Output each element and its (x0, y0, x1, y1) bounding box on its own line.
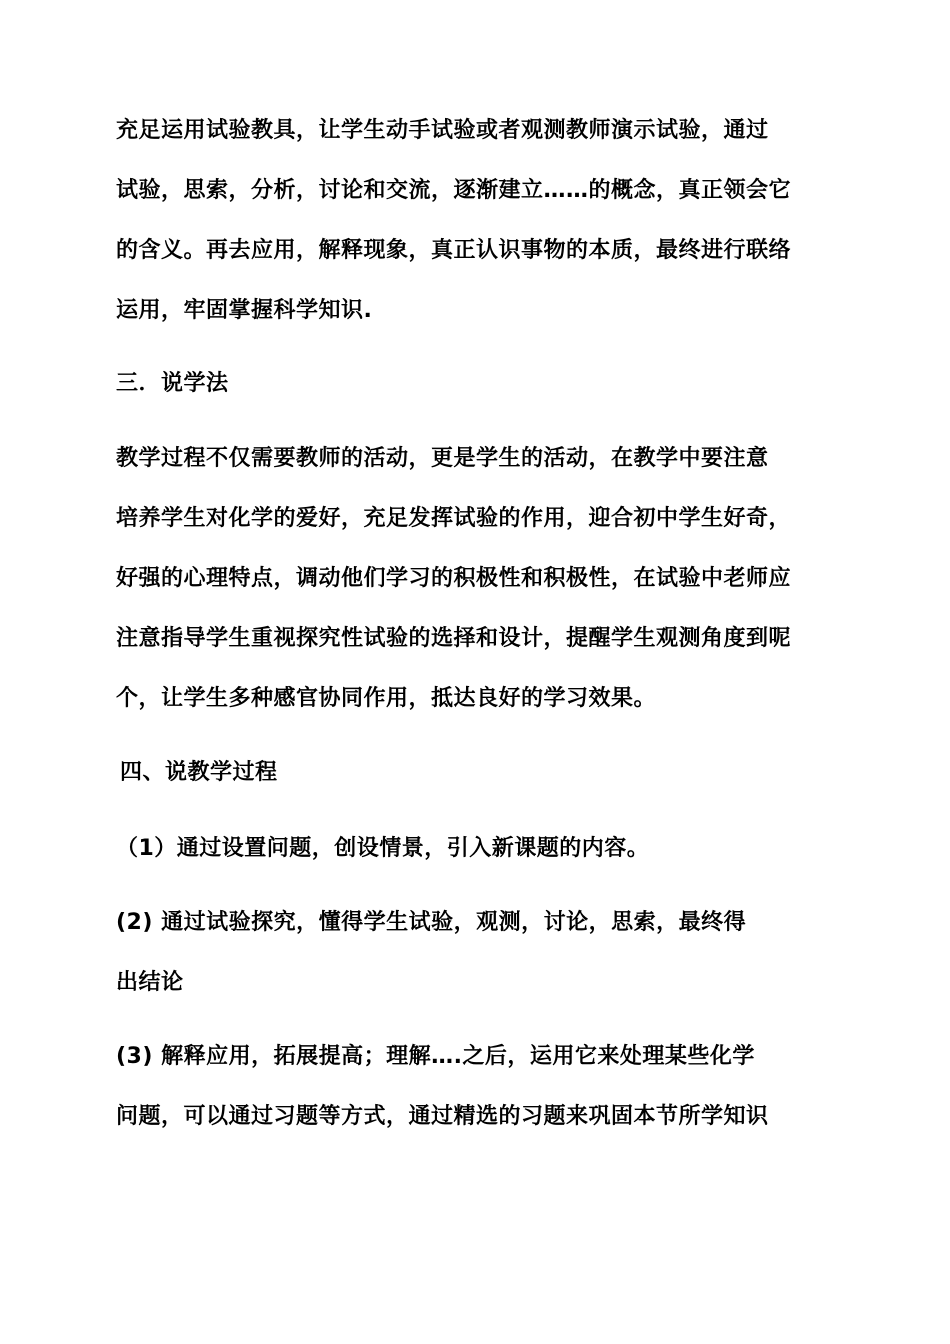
paragraph-2-line-4: 注意指导学生重视探究性试验的选择和设计，提醒学生观测角度到呢 (116, 626, 792, 651)
step-2-line-2: 出结论 (116, 970, 184, 995)
paragraph-1-line-2: 试验，思索，分析，讨论和交流，逐渐建立……的概念，真正领会它 (116, 178, 792, 203)
step-3-line-2: 问题，可以通过习题等方式，通过精选的习题来巩固本节所学知识 (116, 1104, 769, 1129)
paragraph-1-line-1: 充足运用试验教具，让学生动手试验或者观测教师演示试验，通过 (116, 118, 769, 143)
paragraph-2-line-5: 个，让学生多种感官协同作用，抵达良好的学习效果。 (116, 686, 657, 711)
step-3-line-1: (3) 解释应用，拓展提高；理解….之后，运用它来处理某些化学 (116, 1044, 755, 1069)
section-4-heading: 四、说教学过程 (120, 760, 278, 785)
section-3-heading: 三．说学法 (116, 371, 229, 396)
paragraph-1-line-3: 的含义。再去应用，解释现象，真正认识事物的本质，最终进行联络 (116, 238, 792, 263)
step-2-line-1: (2) 通过试验探究，懂得学生试验，观测，讨论，思索，最终得 (116, 910, 747, 935)
paragraph-2-line-1: 教学过程不仅需要教师的活动，更是学生的活动，在教学中要注意 (116, 446, 769, 471)
step-1: （1）通过设置问题，创设情景，引入新课题的内容。 (116, 836, 650, 861)
paragraph-2-line-3: 好强的心理特点，调动他们学习的积极性和积极性，在试验中老师应 (116, 566, 792, 591)
paragraph-1-line-4: 运用，牢固掌握科学知识. (116, 298, 373, 323)
paragraph-2-line-2: 培养学生对化学的爱好，充足发挥试验的作用，迎合初中学生好奇， (116, 506, 792, 531)
